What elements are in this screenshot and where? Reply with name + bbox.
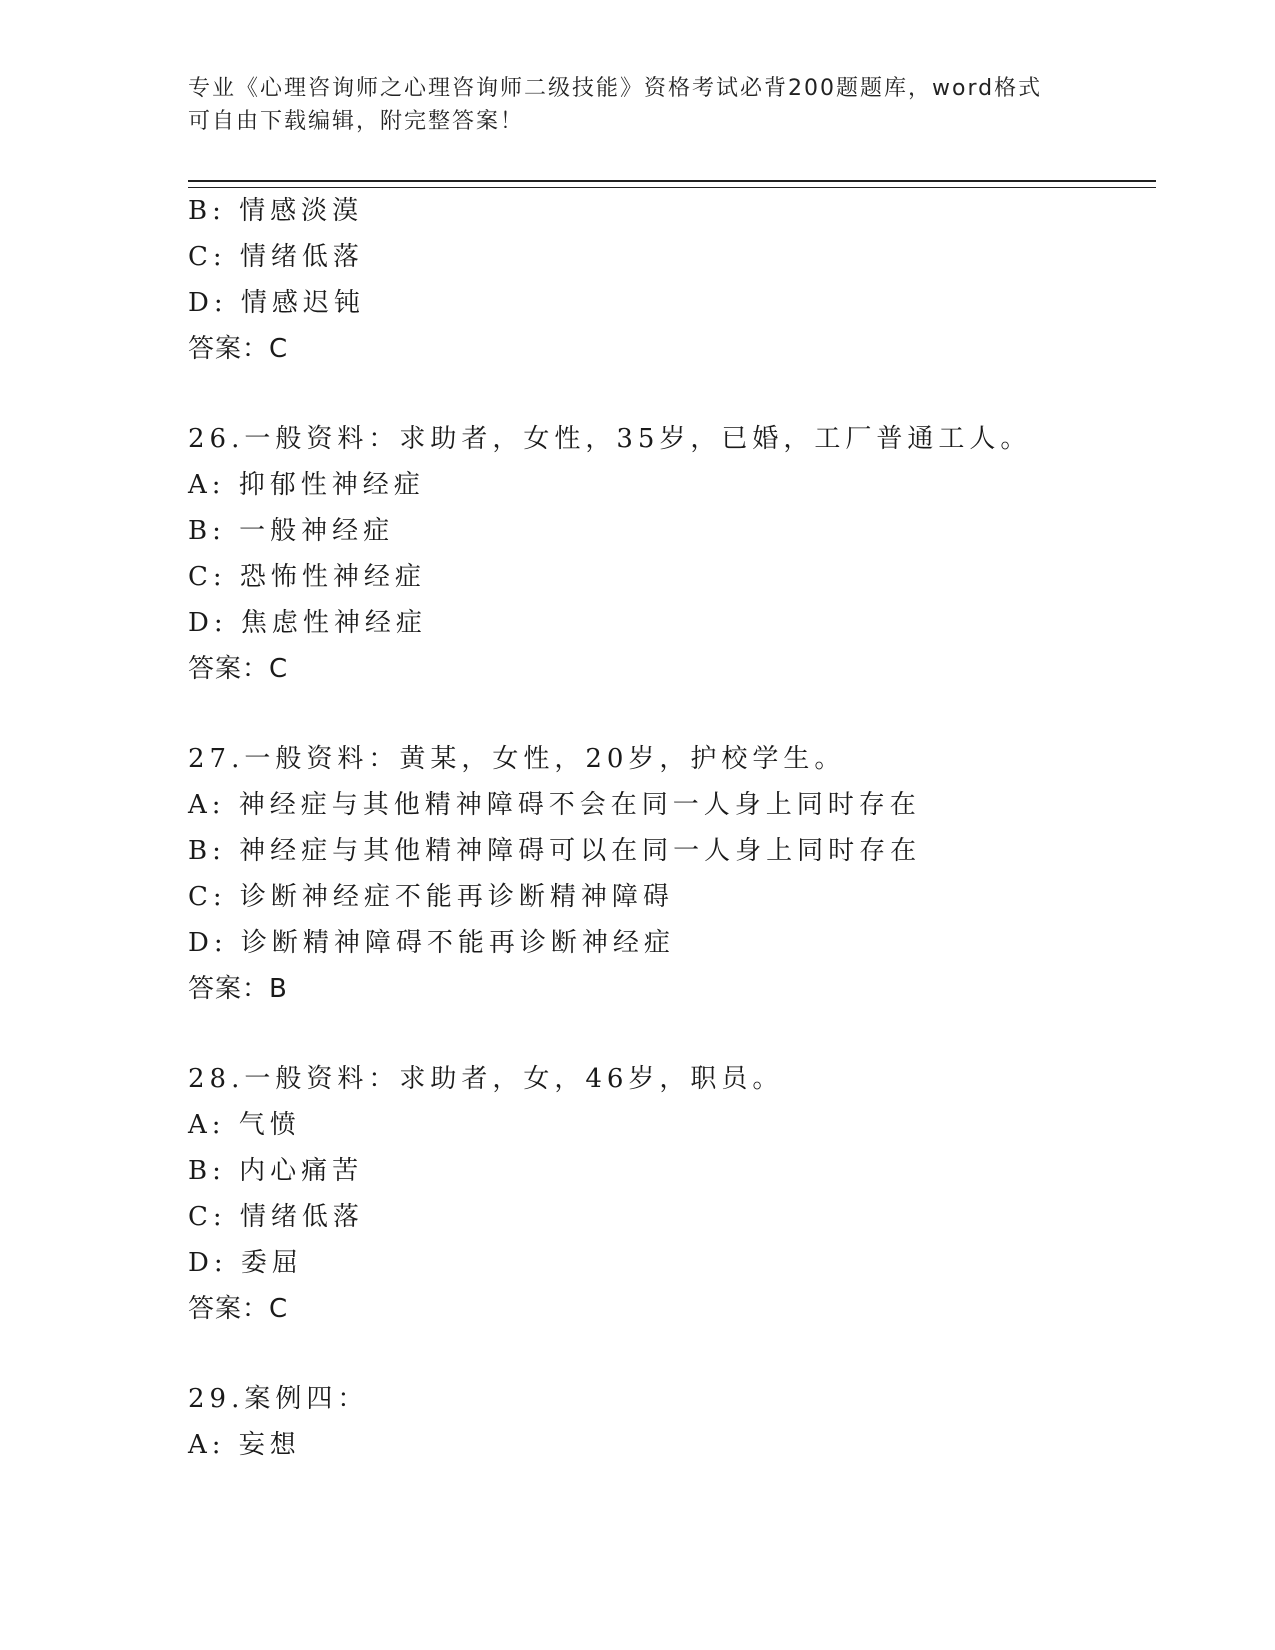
question-stem: 29.案例四： xyxy=(188,1384,369,1414)
question-block-27 xyxy=(188,736,1156,1012)
spacer xyxy=(188,1012,1156,1056)
spacer xyxy=(188,1332,1156,1376)
answer-line: 答案：C xyxy=(188,1294,289,1324)
document-header xyxy=(188,72,1088,138)
header-line-1: 专业《心理咨询师之心理咨询师二级技能》资格考试必背200题题库，word格式 xyxy=(188,76,1043,101)
option-d: D: 情感迟钝 xyxy=(188,288,365,318)
header-line-2: 可自由下载编辑，附完整答案！ xyxy=(188,109,525,134)
option-a: A: 妄想 xyxy=(188,1430,301,1460)
answer-line: 答案：C xyxy=(188,334,289,364)
option-a: A: 抑郁性神经症 xyxy=(188,470,425,500)
question-block-26 xyxy=(188,416,1156,692)
option-b: B: 一般神经症 xyxy=(188,516,395,546)
question-stem: 28.一般资料：求助者，女，46岁，职员。 xyxy=(188,1064,784,1094)
option-c: C: 情绪低落 xyxy=(188,242,364,272)
option-c: C: 诊断神经症不能再诊断精神障碍 xyxy=(188,882,674,912)
question-block-25 xyxy=(188,188,1156,372)
answer-line: 答案：C xyxy=(188,654,289,684)
option-a: A: 气愤 xyxy=(188,1110,301,1140)
option-d: D: 焦虑性神经症 xyxy=(188,608,427,638)
question-content xyxy=(188,188,1156,1468)
option-d: D: 诊断精神障碍不能再诊断神经症 xyxy=(188,928,675,958)
option-b: B: 内心痛苦 xyxy=(188,1156,364,1186)
option-b: B: 神经症与其他精神障碍可以在同一人身上同时存在 xyxy=(188,836,922,866)
spacer xyxy=(188,372,1156,416)
option-c: C: 恐怖性神经症 xyxy=(188,562,426,592)
header-divider xyxy=(188,180,1156,188)
question-stem: 27.一般资料：黄某，女性，20岁，护校学生。 xyxy=(188,744,846,774)
spacer xyxy=(188,692,1156,736)
option-a: A: 神经症与其他精神障碍不会在同一人身上同时存在 xyxy=(188,790,921,820)
option-d: D: 委屈 xyxy=(188,1248,303,1278)
option-b: B: 情感淡漠 xyxy=(188,196,364,226)
option-c: C: 情绪低落 xyxy=(188,1202,364,1232)
answer-line: 答案：B xyxy=(188,974,288,1004)
question-stem: 26.一般资料：求助者，女性，35岁，已婚，工厂普通工人。 xyxy=(188,424,1032,454)
question-block-29 xyxy=(188,1376,1156,1468)
question-block-28 xyxy=(188,1056,1156,1332)
